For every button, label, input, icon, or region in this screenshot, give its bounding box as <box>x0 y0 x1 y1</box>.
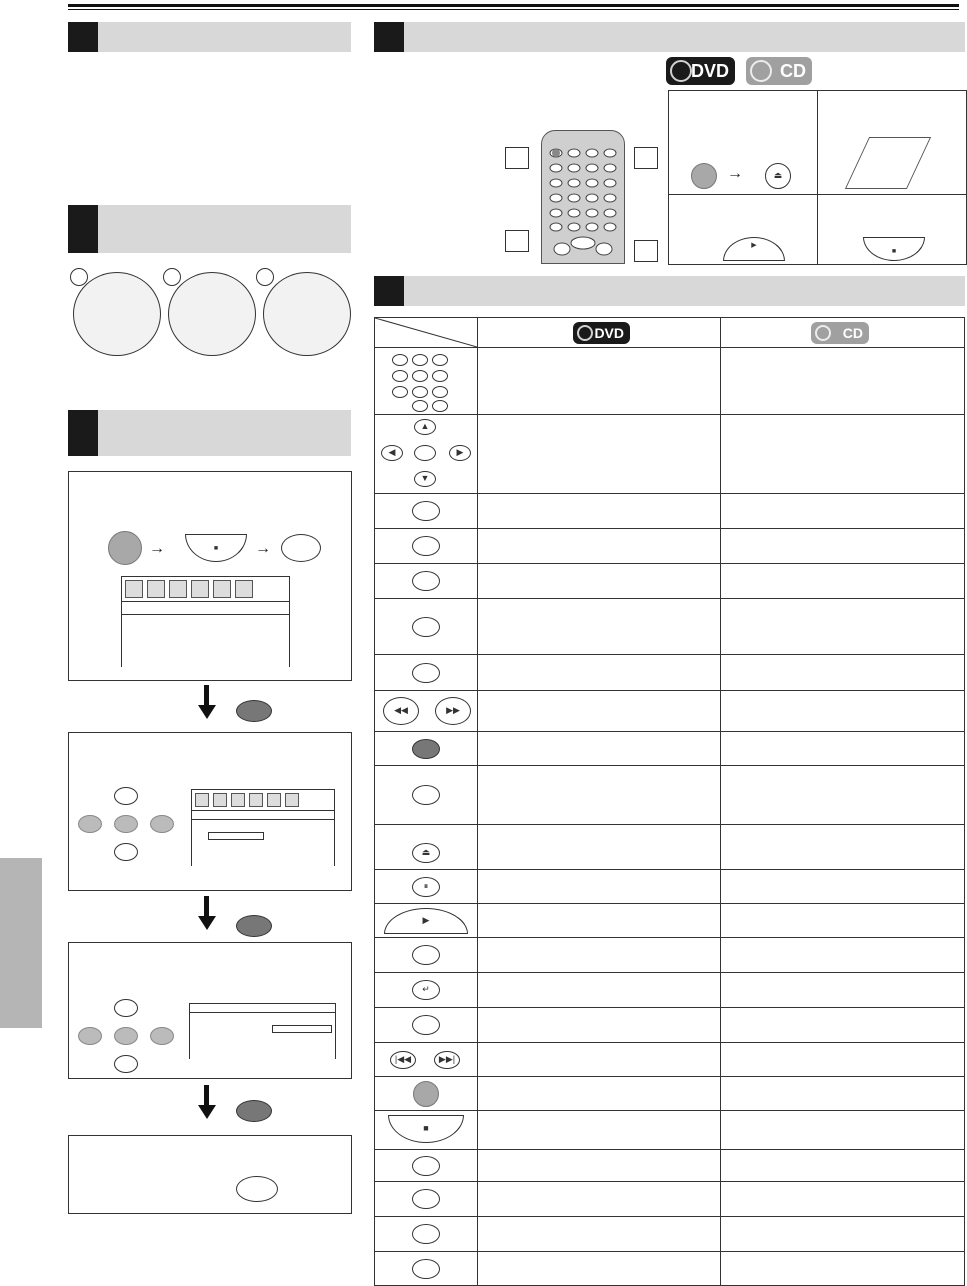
table-row <box>375 732 965 766</box>
cd-description-cell <box>721 938 965 973</box>
setup-menu-screen <box>121 576 290 667</box>
dvd-description-cell <box>478 529 721 564</box>
left-arrow-button-icon <box>78 815 102 833</box>
return-button-icon: ↵ <box>412 980 440 1000</box>
playback-steps-grid <box>668 90 967 265</box>
function-button-icon <box>412 945 440 965</box>
table-row <box>375 870 965 904</box>
button-icon-cell <box>375 732 478 766</box>
cd-description-cell <box>721 655 965 691</box>
cd-description-cell <box>721 691 965 732</box>
section-5-number <box>374 276 404 306</box>
play-button-icon: ▶ <box>384 908 468 934</box>
table-row <box>375 1077 965 1111</box>
enter-button-icon <box>414 445 436 461</box>
callout-box-3 <box>505 230 529 252</box>
cd-description-cell <box>721 825 965 870</box>
function-button-icon <box>412 617 440 637</box>
dvd-description-cell <box>478 766 721 825</box>
disc-icon <box>577 325 593 341</box>
cd-description-cell <box>721 1077 965 1111</box>
button-icon-cell <box>375 1043 478 1077</box>
setup-button-icon <box>108 531 142 565</box>
setup-menu-screen <box>191 789 335 866</box>
stop-button-icon: ■ <box>863 237 925 261</box>
down-arrow-button-icon <box>114 843 138 861</box>
button-icon-cell <box>375 1077 478 1111</box>
play-button-icon: ▶ <box>723 237 785 261</box>
cd-description-cell <box>721 529 965 564</box>
menu-button-icon <box>281 534 321 562</box>
battery-step-1-illustration <box>73 272 161 356</box>
cd-description-cell <box>721 1043 965 1077</box>
dvd-description-cell <box>478 1077 721 1111</box>
dvd-description-cell <box>478 1182 721 1217</box>
number-button-icon <box>412 354 428 366</box>
button-icon-cell <box>375 691 478 732</box>
button-icon-cell <box>375 938 478 973</box>
cd-column-header: CD <box>721 318 965 348</box>
pause-button-icon: ⏸ <box>412 877 440 897</box>
function-button-icon <box>412 1189 440 1209</box>
cd-description-cell <box>721 564 965 599</box>
section-1-header <box>68 22 351 52</box>
button-icon-cell <box>375 599 478 655</box>
dvd-description-cell <box>478 904 721 938</box>
button-icon-cell <box>375 1111 478 1150</box>
section-2-header <box>68 205 351 253</box>
button-icon-cell <box>375 1217 478 1252</box>
table-row <box>375 1252 965 1286</box>
setup-step-box-1 <box>68 471 352 681</box>
button-icon-cell <box>375 564 478 599</box>
setup-submenu-screen <box>189 1003 336 1059</box>
table-row <box>375 691 965 732</box>
enter-button-icon <box>114 1027 138 1045</box>
flow-arrow-head <box>198 916 216 930</box>
function-button-icon <box>412 1156 440 1176</box>
number-button-icon <box>412 386 428 398</box>
function-button-icon <box>412 1259 440 1279</box>
dvd-description-cell <box>478 825 721 870</box>
right-arrow-button-icon <box>150 1027 174 1045</box>
cd-description-cell <box>721 1150 965 1182</box>
table-row <box>375 1217 965 1252</box>
number-button-icon <box>432 370 448 382</box>
table-row <box>375 1008 965 1043</box>
button-icon-cell <box>375 1150 478 1182</box>
fast-forward-button-icon: ▶▶ <box>435 697 471 725</box>
menu-highlight <box>272 1025 332 1033</box>
battery-step-3-marker <box>256 268 274 286</box>
dvd-description-cell <box>478 1252 721 1286</box>
setup-step-box-4 <box>68 1135 352 1214</box>
cd-description-cell <box>721 415 965 494</box>
cd-description-cell <box>721 1008 965 1043</box>
flow-arrow <box>204 1085 209 1107</box>
menu-highlight <box>208 832 264 840</box>
button-icon-cell <box>375 1182 478 1217</box>
table-corner-cell <box>375 318 478 348</box>
battery-step-2-marker <box>163 268 181 286</box>
dvd-description-cell <box>478 973 721 1008</box>
table-row <box>375 973 965 1008</box>
arrow-icon: → <box>727 165 743 182</box>
enter-button-icon <box>412 739 440 759</box>
dvd-description-cell <box>478 348 721 415</box>
arrow-icon: → <box>149 540 165 557</box>
callout-box-2 <box>634 147 658 169</box>
button-icon-cell <box>375 348 478 415</box>
battery-step-2-illustration <box>168 272 256 356</box>
cd-description-cell <box>721 348 965 415</box>
battery-step-1-marker <box>70 268 88 286</box>
table-row <box>375 766 965 825</box>
up-arrow-button-icon <box>114 787 138 805</box>
menu-button-icon <box>236 1176 278 1202</box>
function-button-icon <box>412 1015 440 1035</box>
skip-back-button-icon: |◀◀ <box>390 1051 416 1069</box>
remote-control-illustration <box>541 130 625 264</box>
button-icon-cell <box>375 1008 478 1043</box>
cd-description-cell <box>721 1182 965 1217</box>
disc-icon <box>815 325 831 341</box>
button-icon-cell <box>375 904 478 938</box>
disc-tray-illustration <box>845 137 931 189</box>
dvd-description-cell <box>478 691 721 732</box>
flow-arrow-head <box>198 705 216 719</box>
number-button-icon <box>432 386 448 398</box>
down-arrow-button-icon <box>114 1055 138 1073</box>
stop-button-icon: ■ <box>388 1115 464 1143</box>
side-tab <box>0 858 42 1028</box>
table-row <box>375 564 965 599</box>
function-button-icon <box>412 785 440 805</box>
table-row <box>375 825 965 870</box>
callout-box-4 <box>634 240 658 262</box>
function-button-icon <box>412 663 440 683</box>
table-row <box>375 938 965 973</box>
button-icon-cell <box>375 415 478 494</box>
function-button-icon <box>412 1224 440 1244</box>
battery-step-3-illustration <box>263 272 351 356</box>
table-row <box>375 348 965 415</box>
down-arrow-button-icon: ▼ <box>414 471 436 487</box>
number-button-icon <box>432 354 448 366</box>
cd-description-cell <box>721 494 965 529</box>
dvd-description-cell <box>478 938 721 973</box>
disc-icon <box>670 60 692 82</box>
number-button-icon <box>392 386 408 398</box>
button-icon-cell <box>375 766 478 825</box>
enter-button-icon <box>236 915 272 937</box>
left-arrow-button-icon: ◀ <box>381 445 403 461</box>
flow-arrow <box>204 896 209 918</box>
remote-buttons-grid <box>542 131 624 263</box>
table-row <box>375 1182 965 1217</box>
function-button-icon <box>412 536 440 556</box>
button-icon-cell <box>375 1252 478 1286</box>
right-arrow-button-icon <box>150 815 174 833</box>
section-4-number <box>374 22 404 52</box>
button-icon-cell <box>375 494 478 529</box>
top-rule-thin <box>68 9 959 10</box>
cd-description-cell <box>721 870 965 904</box>
cd-description-cell <box>721 904 965 938</box>
dvd-description-cell <box>478 1217 721 1252</box>
callout-box-1 <box>505 147 529 169</box>
left-arrow-button-icon <box>78 1027 102 1045</box>
dvd-column-header: DVD <box>478 318 721 348</box>
function-table <box>374 317 965 1286</box>
cd-badge: CD <box>746 57 812 85</box>
dvd-description-cell <box>478 1008 721 1043</box>
section-4-header <box>374 22 965 52</box>
table-row <box>375 1111 965 1150</box>
dvd-description-cell <box>478 870 721 904</box>
power-button-icon <box>413 1081 439 1107</box>
cd-description-cell <box>721 766 965 825</box>
skip-forward-button-icon: ▶▶| <box>434 1051 460 1069</box>
function-button-icon <box>412 571 440 591</box>
table-row <box>375 494 965 529</box>
right-arrow-button-icon: ▶ <box>449 445 471 461</box>
dvd-description-cell <box>478 1150 721 1182</box>
button-icon-cell <box>375 529 478 564</box>
dvd-description-cell <box>478 1111 721 1150</box>
cd-description-cell <box>721 732 965 766</box>
flow-arrow <box>204 685 209 707</box>
dvd-description-cell <box>478 494 721 529</box>
up-arrow-button-icon <box>114 999 138 1017</box>
cd-description-cell <box>721 1252 965 1286</box>
button-icon-cell <box>375 973 478 1008</box>
number-button-icon <box>392 370 408 382</box>
table-row <box>375 1043 965 1077</box>
open-close-button-icon: ⏏ <box>412 843 440 863</box>
cd-description-cell <box>721 973 965 1008</box>
number-button-icon <box>392 354 408 366</box>
table-row <box>375 599 965 655</box>
dvd-description-cell <box>478 599 721 655</box>
number-button-icon <box>412 370 428 382</box>
button-icon-cell <box>375 870 478 904</box>
dvd-description-cell <box>478 1043 721 1077</box>
dvd-badge: DVD <box>666 57 735 85</box>
up-arrow-button-icon: ▲ <box>414 419 436 435</box>
button-icon-cell <box>375 825 478 870</box>
function-button-icon <box>412 501 440 521</box>
enter-button-icon <box>236 1100 272 1122</box>
enter-button-icon <box>114 815 138 833</box>
dvd-description-cell <box>478 564 721 599</box>
table-row <box>375 415 965 494</box>
top-rule <box>68 4 959 7</box>
section-5-header <box>374 276 965 306</box>
section-2-number <box>68 205 98 253</box>
section-1-number <box>68 22 98 52</box>
enter-button-icon <box>236 700 272 722</box>
section-3-number <box>68 410 98 456</box>
setup-step-box-3 <box>68 942 352 1079</box>
dvd-description-cell <box>478 732 721 766</box>
number-button-icon <box>412 400 428 412</box>
arrow-icon: → <box>255 540 271 557</box>
dvd-description-cell <box>478 655 721 691</box>
rewind-button-icon: ◀◀ <box>383 697 419 725</box>
number-button-icon <box>432 400 448 412</box>
table-row <box>375 1150 965 1182</box>
setup-step-box-2 <box>68 732 352 891</box>
table-row <box>375 904 965 938</box>
dvd-description-cell <box>478 415 721 494</box>
flow-arrow-head <box>198 1105 216 1119</box>
cd-description-cell <box>721 1111 965 1150</box>
power-button-icon <box>691 163 717 189</box>
cd-description-cell <box>721 599 965 655</box>
section-3-header <box>68 410 351 456</box>
menu-icon-row <box>122 577 289 601</box>
cd-description-cell <box>721 1217 965 1252</box>
stop-button-icon: ■ <box>185 534 247 562</box>
open-close-button-icon: ⏏ <box>765 163 791 189</box>
table-row <box>375 655 965 691</box>
button-icon-cell <box>375 655 478 691</box>
disc-icon <box>750 60 772 82</box>
table-row <box>375 529 965 564</box>
